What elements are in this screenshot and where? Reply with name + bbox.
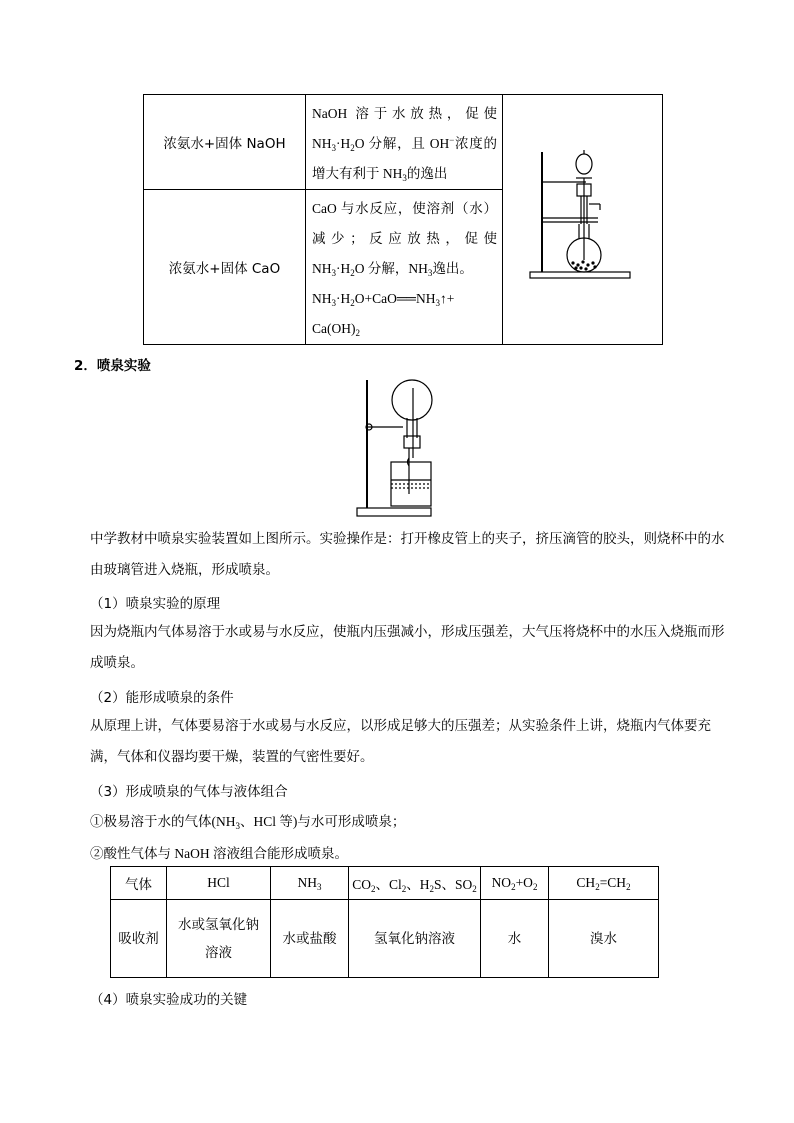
absorbent-cell: 氢氧化钠溶液 bbox=[349, 900, 481, 978]
header-label: 气体 bbox=[111, 867, 167, 900]
gas-cell: $NO_2+O_2$ bbox=[481, 867, 549, 900]
subsection-title: （3）形成喷泉的气体与液体组合 bbox=[90, 784, 288, 800]
fountain-experiment-apparatus-icon bbox=[355, 378, 441, 520]
intro-paragraph: 中学教材中喷泉实验装置如上图所示。实验操作是：打开橡皮管上的夹子，挤压滴管的胶头，则烧杯中的水由玻璃管进入烧瓶，形成喷泉。 bbox=[90, 531, 725, 578]
list-item: ①极易溶于水的气体($NH_3$、HCl 等)与水可形成喷泉； bbox=[90, 814, 406, 831]
principle-paragraph: 因为烧瓶内气体易溶于水或易与水反应，使瓶内压强减小，形成压强差，大气压将烧杯中的水压入烧瓶而形成喷泉。 bbox=[90, 624, 725, 671]
principle-cell: CaO 与水反应，使溶剂（水）减少；反应放热，促使 $NH_3\cdot H_2O$ 分解，$NH_3$逸出。 $NH_3\cdot H_2O+CaO══NH_3↑+ Ca(OH)_2$ bbox=[306, 190, 503, 345]
gas-absorbent-table bbox=[110, 866, 659, 978]
list-item: ②酸性气体与 NaOH 溶液组合能形成喷泉。 bbox=[90, 846, 348, 861]
table-row bbox=[144, 95, 663, 190]
chemical-equation: $NH_3\cdot H_2O+CaO══NH_3↑+ Ca(OH)_2$ bbox=[312, 291, 455, 338]
table-row bbox=[111, 867, 659, 900]
ammonia-preparation-table bbox=[143, 94, 663, 345]
table-row bbox=[111, 900, 659, 978]
subsection-title: （1）喷泉实验的原理 bbox=[90, 596, 221, 612]
gas-cell: HCl bbox=[167, 867, 271, 900]
gas-cell: $NH_3$ bbox=[271, 867, 349, 900]
subsection-title: （2）能形成喷泉的条件 bbox=[90, 690, 234, 706]
absorbent-cell: 水或氢氧化钠溶液 bbox=[167, 900, 271, 978]
method-cell: 浓氨水+固体 CaO bbox=[144, 190, 306, 345]
section-heading: 2．喷泉实验 bbox=[74, 358, 151, 374]
flask-with-separatory-funnel-icon bbox=[528, 148, 638, 288]
subsection-title: （4）喷泉实验成功的关键 bbox=[90, 992, 248, 1008]
body-label: 吸收剂 bbox=[111, 900, 167, 978]
conditions-paragraph: 从原理上讲，气体要易溶于水或易与水反应，以形成足够大的压强差；从实验条件上讲，烧瓶内气体要充满，气体和仪器均要干燥，装置的气密性要好。 bbox=[90, 718, 711, 765]
apparatus-cell bbox=[503, 95, 663, 345]
absorbent-cell: 水或盐酸 bbox=[271, 900, 349, 978]
absorbent-cell: 水 bbox=[481, 900, 549, 978]
method-cell: 浓氨水+固体 NaOH bbox=[144, 95, 306, 190]
absorbent-cell: 溴水 bbox=[549, 900, 659, 978]
principle-cell: NaOH 溶于水放热，促使 $NH_3\cdot H_2O$ 分解，且 OH−浓度的增大有利于 $NH_3$的逸出 bbox=[306, 95, 503, 190]
gas-cell: $CO_2$、$Cl_2$、$H_2S$、$SO_2$ bbox=[349, 867, 481, 900]
gas-cell: $CH_2=CH_2$ bbox=[549, 867, 659, 900]
